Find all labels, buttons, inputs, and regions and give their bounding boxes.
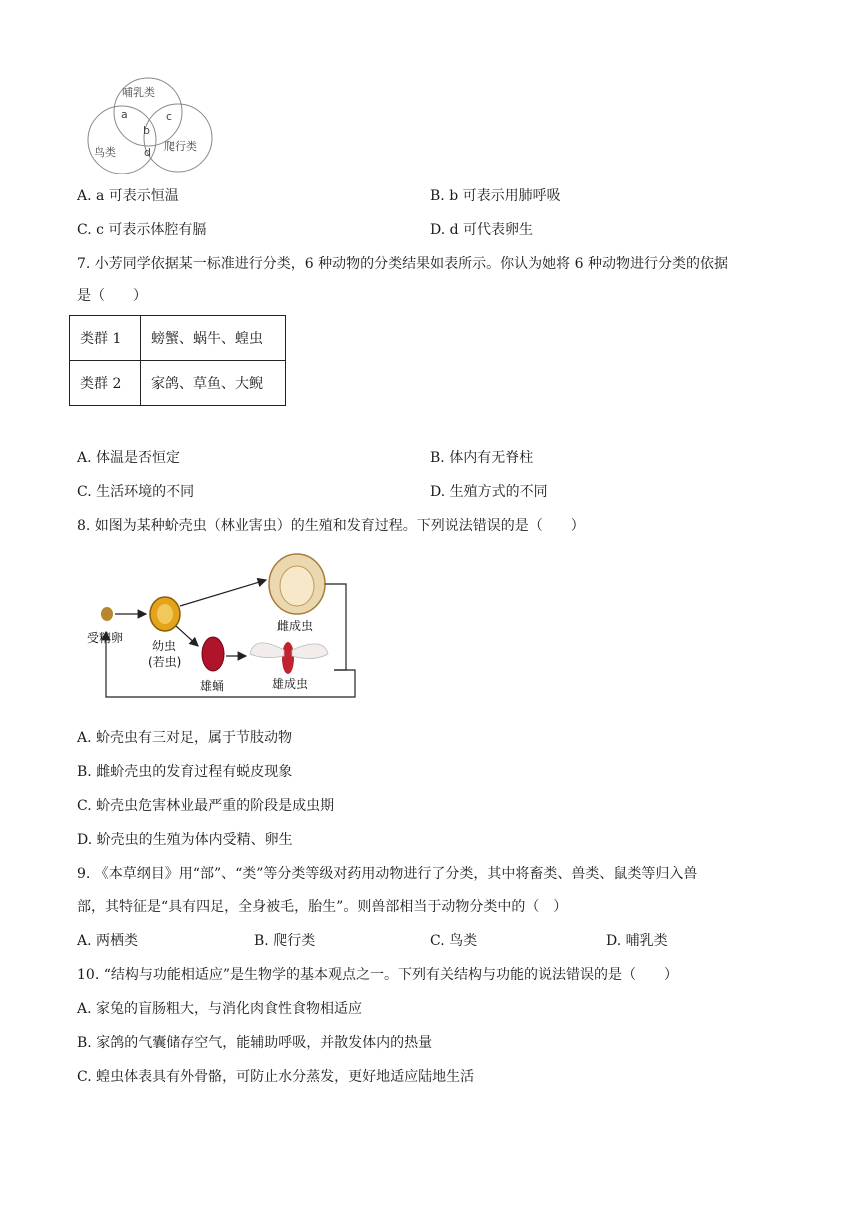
q6-option-c: C. c 可表示体腔有膈	[77, 222, 207, 238]
table-cell-group: 类群 1	[70, 316, 141, 361]
q7-stem-line2: 是（ ）	[77, 288, 147, 304]
q8-option-d: D. 蚧壳虫的生殖为体内受精、卵生	[77, 832, 293, 848]
q7-option-a: A. 体温是否恒定	[77, 450, 181, 466]
egg-label: 受精卵	[87, 631, 124, 645]
q9-option-b: B. 爬行类	[254, 933, 316, 949]
venn-label-d: d	[144, 146, 151, 159]
q9-stem-line1: 9. 《本草纲目》用“部”、“类”等分类等级对药用动物进行了分类，其中将畜类、兽类、鼠类等归入兽	[77, 866, 698, 882]
venn-label-b: b	[143, 124, 150, 137]
table-cell-group: 类群 2	[70, 361, 141, 406]
q10-option-c: C. 蝗虫体表具有外骨骼，可防止水分蒸发，更好地适应陆地生活	[77, 1069, 475, 1085]
female-adult-label: 雌成虫	[277, 619, 314, 633]
table-row	[70, 316, 286, 361]
q7-option-b: B. 体内有无脊柱	[430, 450, 534, 466]
venn-label-a: a	[121, 108, 128, 121]
q10-option-a: A. 家兔的盲肠粗大，与消化肉食性食物相适应	[77, 1001, 363, 1017]
q7-option-d: D. 生殖方式的不同	[430, 484, 548, 500]
venn-label-c: c	[166, 110, 173, 123]
q7-classification-table	[69, 315, 286, 406]
q6-option-d: D. d 可代表卵生	[430, 222, 534, 238]
larva-alt-label: (若虫)	[148, 655, 182, 669]
q10-stem: 10. “结构与功能相适应”是生物学的基本观点之一。下列有关结构与功能的说法错误的是（ ）	[77, 967, 679, 983]
q8-option-b: B. 雌蚧壳虫的发育过程有蜕皮现象	[77, 764, 293, 780]
venn-diagram	[80, 74, 220, 174]
q7-option-c: C. 生活环境的不同	[77, 484, 195, 500]
male-adult-label: 雄成虫	[272, 677, 309, 691]
table-row	[70, 361, 286, 406]
q6-option-b: B. b 可表示用肺呼吸	[430, 188, 561, 204]
venn-label-reptile: 爬行类	[164, 140, 197, 153]
venn-label-mammal: 哺乳类	[122, 86, 155, 99]
venn-label-bird: 鸟类	[94, 146, 116, 159]
q7-stem-line1: 7. 小芳同学依据某一标准进行分类，6 种动物的分类结果如表所示。你认为她将 6 种动物进行分类的依据	[77, 256, 728, 272]
larva-label: 幼虫	[152, 639, 177, 653]
q9-stem-line2: 部，其特征是“具有四足，全身被毛，胎生”。则兽部相当于动物分类中的（ ）	[77, 899, 568, 915]
q6-option-a: A. a 可表示恒温	[77, 188, 179, 204]
pupa-label: 雄蛹	[200, 679, 225, 693]
q9-option-d: D. 哺乳类	[606, 933, 668, 949]
table-cell-animals: 螃蟹、蜗牛、蝗虫	[141, 316, 286, 361]
male-adult-icon	[250, 642, 328, 674]
q8-option-a: A. 蚧壳虫有三对足，属于节肢动物	[77, 730, 293, 746]
table-cell-animals: 家鸽、草鱼、大鲵	[141, 361, 286, 406]
scale-insect-lifecycle-diagram	[84, 550, 364, 700]
pupa-icon	[202, 637, 224, 671]
egg-icon	[101, 607, 113, 621]
q8-option-c: C. 蚧壳虫危害林业最严重的阶段是成虫期	[77, 798, 335, 814]
q9-option-c: C. 鸟类	[430, 933, 478, 949]
q9-option-a: A. 两栖类	[77, 933, 139, 949]
q8-stem: 8. 如图为某种蚧壳虫（林业害虫）的生殖和发育过程。下列说法错误的是（ ）	[77, 518, 585, 534]
q10-option-b: B. 家鸽的气囊储存空气，能辅助呼吸，并散发体内的热量	[77, 1035, 433, 1051]
